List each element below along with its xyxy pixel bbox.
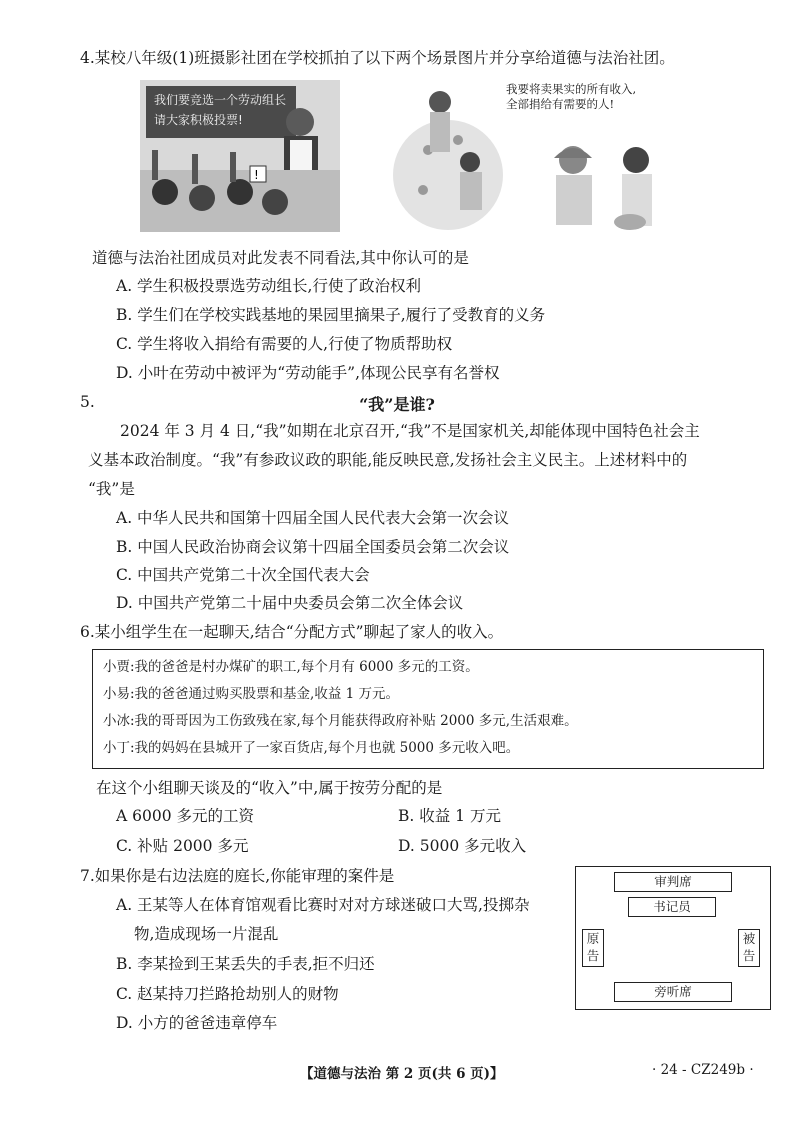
donation-caption-line2: 全部捐给有需要的人!	[506, 97, 615, 111]
q4-option-c[interactable]: C. 学生将收入捐给有需要的人,行使了物质帮助权	[116, 335, 453, 353]
clerk-box: 书记员	[628, 897, 716, 917]
q6-dialogue-box	[92, 649, 764, 769]
q5-paragraph-line2: 义基本政治制度。“我”有参政议政的职能,能反映民意,发扬社会主义民主。上述材料中的	[88, 451, 688, 469]
defendant-char-2: 告	[742, 948, 756, 963]
donation-caption-line1: 我要将卖果实的所有收入,	[506, 82, 637, 96]
q7-option-a-cont: 物,造成现场一片混乱	[134, 925, 279, 943]
q6-prompt: 在这个小组聊天谈及的“收入”中,属于按劳分配的是	[96, 779, 443, 797]
q5-option-b[interactable]: B. 中国人民政治协商会议第十四届全国委员会第二次会议	[116, 538, 510, 556]
defendant-box	[738, 929, 760, 967]
dialogue-line-xiaobing: 小冰:我的哥哥因为工伤致残在家,每个月能获得政府补贴 2000 多元,生活艰难。	[103, 713, 578, 729]
plaintiff-char-1: 原	[586, 931, 600, 946]
courtroom-diagram	[575, 866, 771, 1010]
q7-option-c[interactable]: C. 赵某持刀拦路抢劫别人的财物	[116, 985, 339, 1003]
q5-option-a[interactable]: A. 中华人民共和国第十四届全国人民代表大会第一次会议	[116, 509, 510, 527]
gallery-box: 旁听席	[614, 982, 732, 1002]
blackboard-text-1: 我们要竞选一个劳动组长	[154, 93, 287, 107]
q6-stem: 6.某小组学生在一起聊天,结合“分配方式”聊起了家人的收入。	[80, 623, 504, 641]
plaintiff-box	[582, 929, 604, 967]
q5-paragraph-line3: “我”是	[88, 480, 135, 498]
defendant-char-1: 被	[742, 931, 756, 946]
q6-option-d[interactable]: D. 5000 多元收入	[398, 837, 527, 855]
dialogue-line-xiaojia: 小贾:我的爸爸是村办煤矿的职工,每个月有 6000 多元的工资。	[103, 659, 479, 675]
page-footer-code: · 24 - CZ249b ·	[652, 1062, 754, 1078]
fruit-picking-donation-image	[378, 80, 668, 236]
plaintiff-char-2: 告	[586, 948, 600, 963]
q7-option-a[interactable]: A. 王某等人在体育馆观看比赛时对对方球迷破口大骂,投掷杂	[116, 896, 530, 914]
q7-stem: 7.如果你是右边法庭的庭长,你能审理的案件是	[80, 867, 395, 885]
q4-prompt: 道德与法治社团成员对此发表不同看法,其中你认可的是	[92, 249, 469, 267]
classroom-illustration	[140, 80, 340, 232]
q4-stem: 4.某校八年级(1)班摄影社团在学校抓拍了以下两个场景图片并分享给道德与法治社团。	[80, 49, 675, 67]
q4-option-a[interactable]: A. 学生积极投票选劳动组长,行使了政治权利	[116, 277, 421, 295]
q4-option-b[interactable]: B. 学生们在学校实践基地的果园里摘果子,履行了受教育的义务	[116, 306, 546, 324]
q5-paragraph-line1: 2024 年 3 月 4 日,“我”如期在北京召开,“我”不是国家机关,却能体现中国特色社会主	[120, 422, 700, 440]
judge-seat-box: 审判席	[614, 872, 732, 892]
svg-text:!: !	[254, 168, 259, 182]
q6-option-b[interactable]: B. 收益 1 万元	[398, 807, 501, 825]
q5-number: 5.	[80, 393, 95, 411]
classroom-voting-image	[140, 80, 340, 232]
q5-option-d[interactable]: D. 中国共产党第二十届中央委员会第二次全体会议	[116, 594, 464, 612]
q5-option-c[interactable]: C. 中国共产党第二十次全国代表大会	[116, 566, 370, 584]
blackboard-text-2: 请大家积极投票!	[154, 113, 243, 127]
q7-option-b[interactable]: B. 李某捡到王某丢失的手表,拒不归还	[116, 955, 375, 973]
page-footer-center: 【道德与法治 第 2 页(共 6 页)】	[300, 1066, 504, 1082]
q4-option-d[interactable]: D. 小叶在劳动中被评为“劳动能手”,体现公民享有名誉权	[116, 364, 500, 382]
dialogue-line-xiaoyi: 小易:我的爸爸通过购买股票和基金,收益 1 万元。	[103, 686, 400, 702]
q6-option-c[interactable]: C. 补贴 2000 多元	[116, 837, 249, 855]
q6-option-a[interactable]: A 6000 多元的工资	[116, 807, 254, 825]
q5-title: “我”是谁?	[359, 395, 435, 414]
dialogue-line-xiaoding: 小丁:我的妈妈在县城开了一家百货店,每个月也就 5000 多元收入吧。	[103, 740, 520, 756]
q7-option-d[interactable]: D. 小方的爸爸违章停车	[116, 1014, 278, 1032]
